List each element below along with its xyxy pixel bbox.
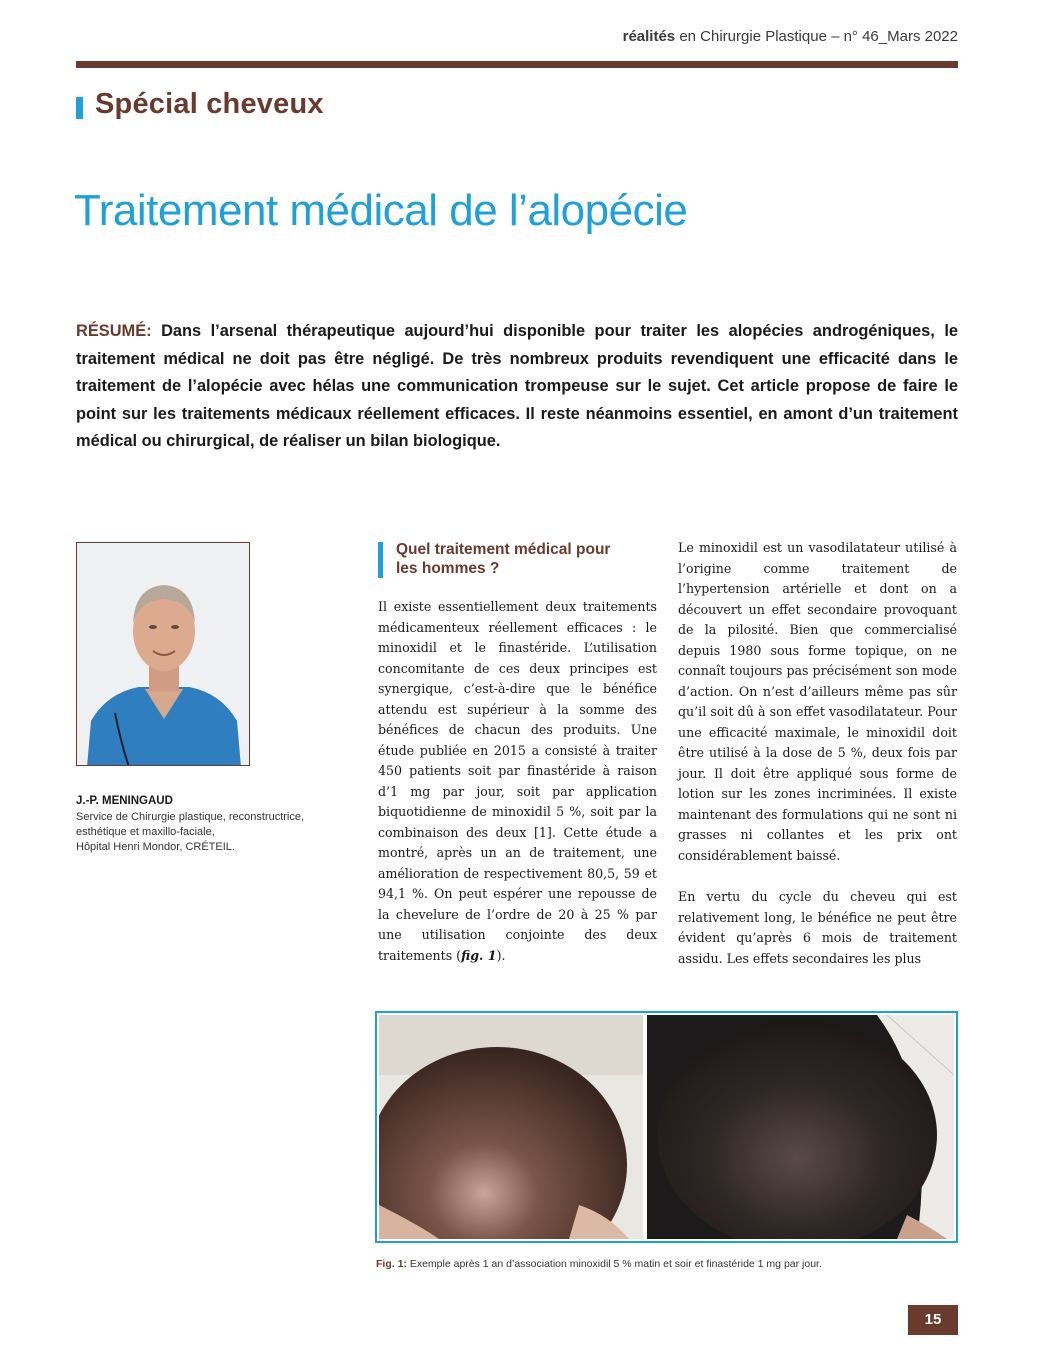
- section-marker: [76, 97, 83, 119]
- figure-photo-after: [647, 1015, 954, 1239]
- figure-reference: fig. 1: [461, 947, 497, 963]
- page-number: 15: [908, 1305, 958, 1335]
- figure-caption: [376, 1258, 958, 1270]
- journal-issue: en Chirurgie Plastique – n° 46_Mars 2022: [675, 28, 958, 45]
- affiliation-line: Service de Chirurgie plastique, reconstructrice, esthétique et maxillo-faciale,: [76, 811, 305, 838]
- article-title: Traitement médical de l’alopécie: [74, 186, 688, 235]
- affiliation-line: Hôpital Henri Mondor, CRÉTEIL.: [76, 841, 235, 853]
- paragraph: En vertu du cycle du cheveu qui est relativement long, le bénéfice ne peut être évident qu’après 6 mois de traitement assidu. Les effets secondaires les plus: [678, 889, 957, 966]
- figure-label: Fig. 1:: [376, 1258, 407, 1270]
- paragraph: [378, 597, 657, 966]
- body-column-2: [678, 538, 957, 990]
- caption-text: Exemple après 1 an d’association minoxidil 5 % matin et soir et finastéride 1 mg par jour.: [406, 1258, 822, 1270]
- paragraph: Le minoxidil est un vasodilatateur utilisé à l’origine comme traitement de l’hypertension artérielle et dont on a découvert un effet secondaire provoquant de la pilosité. Bien que commercialisé depuis 1980 sous forme topique, on ne connaît toujours pas précisément son mode d’action. On n’est d’ailleurs même pas sûr qu’il soit dû à son effet vasodilatateur. Pour une efficacité maximale, le minoxidil doit être utilisé à la dose de 5 %, deux fois par jour. Il doit être appliqué sous forme de lotion sur les zones incriminées. Il existe maintenant des formulations qui ne sont ni grasses ni collantes et les prix ont considérablement baissé.: [678, 540, 957, 863]
- figure-photo-before: [379, 1015, 643, 1239]
- author-name: J.-P. MENINGAUD: [76, 795, 173, 807]
- paragraph-text: Il existe essentiellement deux traitements médicamenteux réellement efficaces : le minoxidil et le finastéride. L’utilisation concomitante de ces deux principes est synergique, c’est-à-dire que le bénéfice attendu est supérieur à la somme des bénéfices de chacun des produits. Une étude publiée en 2015 a consisté à traiter 450 patients soit par finastéride à raison d’1 mg par jour, soit par application biquotidienne de minoxidil 5 %, soit par la combinaison des deux [1]. Cette étude a montré, après un an de traitement, une amélioration de respectivement 80,5, 59 et 94,1 %. On peut espérer une repousse de la chevelure de l’ordre de 20 à 25 % par une utilisation conjointe des deux traitements (: [378, 599, 657, 963]
- paragraph-text: ).: [496, 947, 506, 963]
- abstract-label: RÉSUMÉ:: [76, 322, 152, 340]
- header-rule: [76, 61, 958, 68]
- abstract: [76, 318, 958, 456]
- author-portrait: [76, 542, 250, 766]
- subheading-marker: [378, 542, 383, 578]
- section-title: Spécial cheveux: [95, 88, 324, 120]
- author-photo: [77, 543, 250, 766]
- abstract-text: Dans l’arsenal thérapeutique aujourd’hui disponible pour traiter les alopécies androgéniques, le traitement médical ne doit pas être négligé. De très nombreux produits revendiquent une efficacité dans le traitement de l’alopécie avec hélas une communication trompeuse sur le sujet. Cet article propose de faire le point sur les traitements médicaux réellement efficaces. Il reste néanmoins essentiel, en amont d’un traitement médical ou chirurgical, de réaliser un bilan biologique.: [76, 322, 958, 450]
- journal-header: [500, 28, 958, 45]
- body-column-1: [378, 597, 657, 966]
- journal-name: réalités: [622, 28, 676, 45]
- subheading: Quel traitement médical pour les hommes ?: [396, 541, 611, 577]
- author-affiliation: [76, 810, 346, 855]
